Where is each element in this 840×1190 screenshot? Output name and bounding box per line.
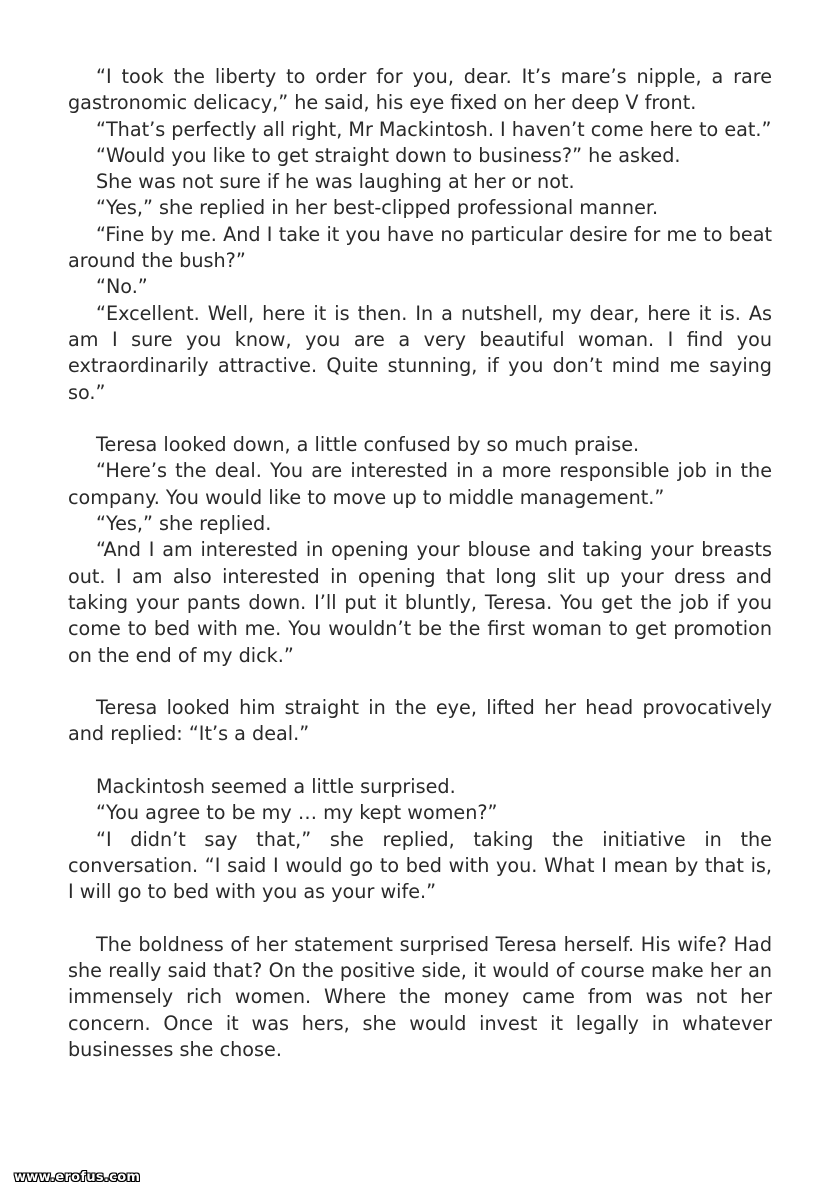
paragraph: “I took the liberty to order for you, dear. It’s mare’s nipple, a rare gastronomic delicacy,” he said, his eye fixed on her deep V front. bbox=[68, 65, 772, 115]
paragraph: Mackintosh seemed a little surprised. bbox=[96, 775, 456, 799]
paragraph: “I didn’t say that,” she replied, taking the initiative in the conversation. “I said I would go to bed with you. What I mean by that is, I will go to bed with you as your wife.” bbox=[68, 827, 772, 904]
paragraph: She was not sure if he was laughing at her or not. bbox=[96, 170, 575, 194]
paragraph: The boldness of her statement surprised Teresa herself. His wife? Had she really said that? On the positive side, it would of course make her an immensely rich women. Where the money came from was not her concern. Once it was hers, she would invest it legally in whatever businesses she chose. bbox=[68, 932, 772, 1061]
paragraph: “You agree to be my … my kept women?” bbox=[96, 801, 498, 825]
paragraph: “Yes,” she replied. bbox=[96, 512, 272, 536]
paragraph: “No.” bbox=[96, 275, 148, 299]
watermark: www.erofus.com bbox=[14, 1170, 141, 1185]
paragraph: “Would you like to get straight down to business?” he asked. bbox=[96, 143, 681, 167]
paragraph: “And I am interested in opening your blouse and taking your breasts out. I am also interested in opening that long slit up your dress and taking your pants down. I’ll put it bluntly, Teresa. You get the job if you come to bed with me. You wouldn’t be the first woman to get promotion on the end of my dick.” bbox=[68, 538, 772, 667]
page-body bbox=[68, 64, 772, 1063]
paragraph: “That’s perfectly all right, Mr Mackintosh. I haven’t come here to eat.” bbox=[96, 117, 772, 141]
paragraph: Teresa looked him straight in the eye, lifted her head provocatively and replied: “It’s a deal.” bbox=[68, 696, 772, 746]
paragraph: “Yes,” she replied in her best-clipped professional manner. bbox=[96, 196, 659, 220]
paragraph: “Excellent. Well, here it is then. In a nutshell, my dear, here it is. As am I sure you know, you are a very beautiful woman. I find you extraordinarily attractive. Quite stunning, if you don’t mind me saying so.” bbox=[68, 301, 772, 404]
paragraph: Teresa looked down, a little confused by so much praise. bbox=[96, 433, 640, 457]
paragraph: “Fine by me. And I take it you have no particular desire for me to beat around the bush?” bbox=[68, 222, 772, 273]
paragraph: “Here’s the deal. You are interested in a more responsible job in the company. You would like to move up to middle management.” bbox=[68, 459, 772, 509]
